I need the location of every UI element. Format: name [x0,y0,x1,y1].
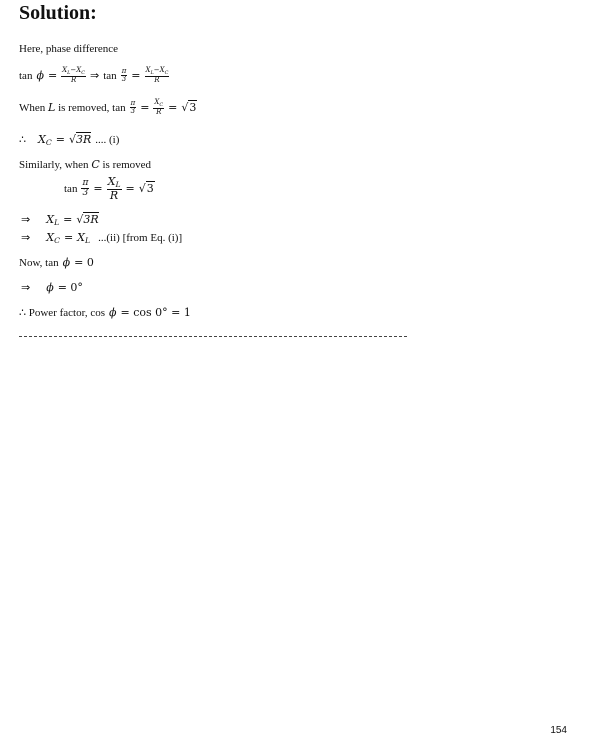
phi-symbol-2: ϕ [62,256,71,269]
page-title: Solution: [19,2,97,24]
l-removed-prefix: When [19,102,49,114]
dashed-divider [19,336,407,337]
tan-label-3: tan [64,183,78,196]
l-removed-equation [19,98,197,116]
pi-symbol-4: π [82,177,89,188]
three-denominator-4: 3 [82,187,89,198]
equals-sign-9: = [63,231,74,244]
equals-sign: = [47,69,58,82]
pi-symbol: π [121,66,127,75]
xl-result-equation [21,210,99,228]
equals-zero: = 0 [74,256,94,269]
implies-arrow-4: ⇒ [21,281,31,294]
equation-ref-ii: ...(ii) [from Eq. (i)] [98,232,183,244]
equals-sign-2: = [131,69,141,82]
phi-symbol-4: ϕ [108,306,117,319]
xl-symbol-2: $X_L$ [77,231,91,245]
phi-symbol-3: ϕ [46,281,54,294]
capacitance-symbol: C [91,158,100,171]
tan-phi-zero-equation [19,253,94,271]
phi-zero-equation [21,278,83,296]
power-factor-value: = cos 0° = 1 [120,306,191,319]
equals-sign-3: = [140,101,150,114]
sqrt3r-value-2: 3R [83,213,99,226]
equals-sign-4: = [168,101,178,114]
pi-over-three-fraction-3 [130,100,137,115]
implies-arrow-3: ⇒ [21,231,31,244]
tan-label-2: tan [103,70,117,82]
r-denominator: R [156,107,162,116]
r-denominator-2: R [109,188,119,202]
xc-equals-xl-equation [21,228,182,246]
tan-label: tan [19,70,33,82]
fraction-denominator-2: R [154,75,160,84]
page-number: 154 [550,725,567,736]
power-factor-equation [19,303,191,321]
c-removed-prefix: Similarly, when [19,159,92,171]
sqrt-sign-2: √ [76,213,84,226]
reactance-difference-fraction [61,67,86,84]
therefore-symbol: ∴ [19,133,26,146]
therefore-symbol-2: ∴ [19,306,26,319]
equals-sign-7: = [125,182,135,196]
now-tan-label: Now, tan [19,257,59,269]
sqrt-radicand-2: 3 [146,182,154,196]
inductance-symbol: L [48,101,56,114]
sqrt3r-value: 3R [75,133,92,146]
phase-difference-text: Here, phase difference [19,43,119,55]
xc-symbol: $X_C$ [38,133,52,147]
sqrt-three-2: √3 [138,182,154,196]
xl-symbol: $X_L$ [46,213,60,227]
phi-symbol: ϕ [36,69,44,82]
xc-symbol-2: $X_C$ [46,231,60,245]
xl-over-r-fraction [107,176,122,201]
pi-symbol-3: π [130,98,136,107]
equals-sign-5: = [55,133,65,146]
sqrt-radicand: 3 [189,101,197,114]
three-denominator: 3 [121,74,127,83]
pi-over-three-fraction [121,68,128,83]
fraction-numerator: $X_L-X_C$ [62,65,86,76]
equals-sign-8: = [63,213,73,226]
fraction-numerator-2: $X_L-X_C$ [145,65,169,76]
sqrt-three: √3 [181,101,197,114]
xc-result-equation [19,130,119,148]
equals-zero-degree: = 0° [57,281,83,294]
c-removed-text [19,155,151,173]
three-denominator-3: 3 [130,106,136,115]
xl-numerator: $X_L$ [107,175,121,189]
power-factor-label: Power factor, cos [26,307,105,319]
pi-over-three-fraction-4 [81,179,89,198]
xc-over-r-fraction [153,99,164,116]
implies-arrow-2: ⇒ [21,213,31,226]
reactance-difference-fraction-2 [145,67,170,84]
sqrt-sign: √ [68,133,76,146]
c-removed-suffix: is removed [99,159,152,171]
fraction-denominator: R [70,75,77,84]
l-removed-suffix: is removed, tan [55,102,126,114]
equation-tan-phi [19,66,169,84]
implies-arrow: ⇒ [90,69,100,82]
equation-ref-i: .... (i) [95,134,120,146]
tan-pi-third-equation [64,176,155,201]
equals-sign-6: = [93,182,103,196]
xc-numerator: $X_C$ [154,97,164,108]
